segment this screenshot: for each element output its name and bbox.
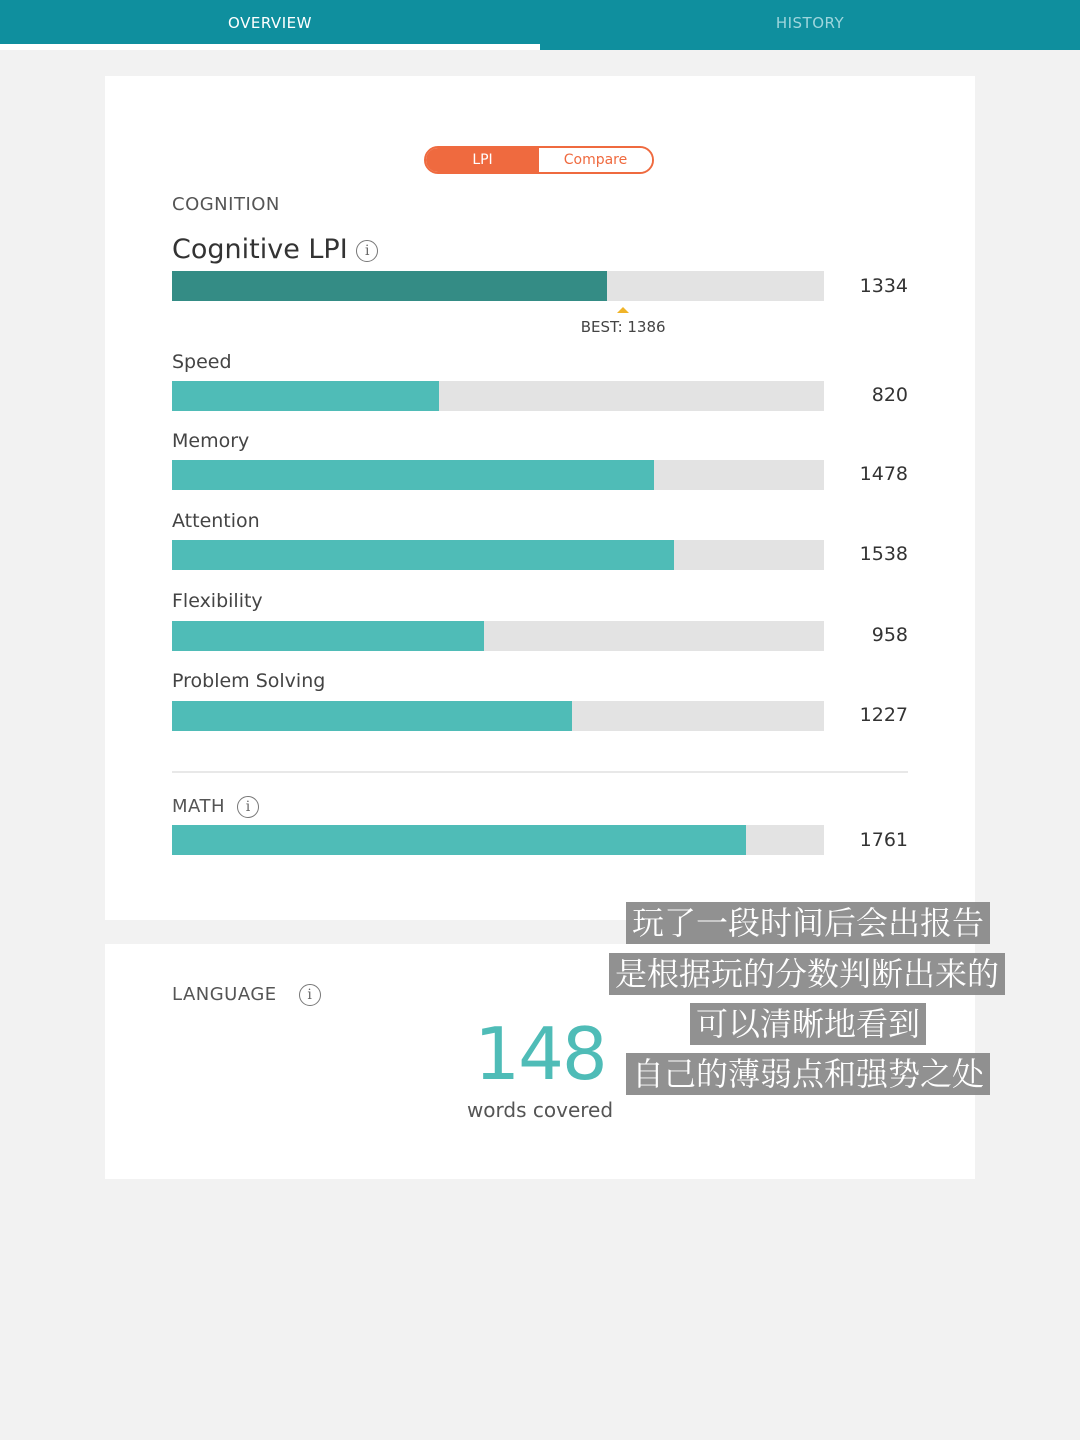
info-icon[interactable]: i: [237, 796, 259, 818]
metric-bar-fill-attention: [172, 540, 674, 570]
cognitive-lpi-title-text: Cognitive LPI: [172, 234, 348, 265]
caption-line-1: 玩了一段时间后会出报告: [626, 902, 990, 944]
metric-bar-fill-flexibility: [172, 621, 484, 651]
words-covered-count: 148: [474, 1012, 606, 1096]
caption-line-4: 自己的薄弱点和强势之处: [626, 1053, 990, 1095]
math-bar-fill: [172, 825, 746, 855]
metric-score-speed: 820: [871, 384, 908, 406]
metric-label-attention: Attention: [172, 510, 260, 532]
metric-score-attention: 1538: [859, 543, 908, 565]
tab-overview[interactable]: OVERVIEW: [228, 14, 312, 32]
words-covered-label: words covered: [466, 1098, 614, 1122]
caption-line-2: 是根据玩的分数判断出来的: [609, 953, 1005, 995]
metric-bar-speed: [172, 381, 824, 411]
active-tab-indicator: [0, 44, 540, 50]
language-label-text: LANGUAGE: [172, 984, 277, 1005]
tab-history[interactable]: HISTORY: [775, 14, 845, 32]
best-marker-icon: [617, 307, 629, 313]
caption-line-3: 可以清晰地看到: [690, 1003, 926, 1045]
metric-label-memory: Memory: [172, 430, 250, 452]
cognitive-lpi-bar-fill: [172, 271, 607, 301]
metric-bar-problem-solving: [172, 701, 824, 731]
metric-bar-attention: [172, 540, 824, 570]
metric-score-problem-solving: 1227: [859, 704, 908, 726]
cognitive-lpi-title: [172, 234, 378, 265]
language-section-label: [172, 984, 321, 1006]
info-icon[interactable]: i: [299, 984, 321, 1006]
math-section-label: [172, 796, 259, 818]
best-score-label: BEST: 1386: [580, 318, 666, 336]
cognitive-lpi-score: 1334: [859, 275, 908, 297]
metric-score-flexibility: 958: [871, 624, 908, 646]
metric-score-memory: 1478: [859, 463, 908, 485]
toggle-lpi[interactable]: LPI: [426, 148, 539, 172]
metric-label-speed: Speed: [172, 351, 232, 373]
math-score: 1761: [859, 829, 908, 851]
lpi-compare-toggle: [424, 146, 654, 174]
metric-bar-flexibility: [172, 621, 824, 651]
top-tab-bar: [0, 0, 1080, 50]
metric-bar-fill-memory: [172, 460, 654, 490]
toggle-compare[interactable]: Compare: [539, 148, 652, 172]
cognitive-lpi-bar: [172, 271, 824, 301]
section-divider: [172, 771, 908, 773]
metric-label-flexibility: Flexibility: [172, 590, 263, 612]
metric-label-problem-solving: Problem Solving: [172, 670, 326, 692]
metric-bar-fill-problem-solving: [172, 701, 572, 731]
info-icon[interactable]: i: [356, 240, 378, 262]
math-label-text: MATH: [172, 796, 225, 817]
metric-bar-memory: [172, 460, 824, 490]
cognition-section-label: COGNITION: [172, 194, 280, 215]
math-bar: [172, 825, 824, 855]
metric-bar-fill-speed: [172, 381, 439, 411]
